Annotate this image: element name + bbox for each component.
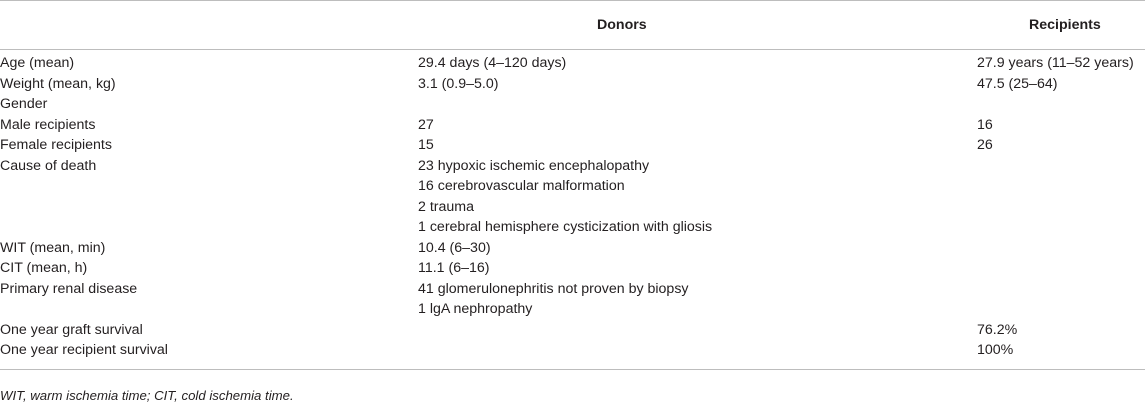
row-label: CIT (mean, h) — [0, 260, 88, 276]
header-row — [0, 1, 1145, 50]
donors-value: 2 trauma — [418, 198, 474, 215]
table-row — [0, 279, 1145, 320]
donors-cell — [418, 135, 977, 156]
row-label: Cause of death — [0, 157, 97, 174]
recipients-cell — [977, 94, 1145, 115]
table-row — [0, 74, 1145, 95]
donors-cell — [418, 320, 977, 341]
header-blank — [0, 1, 418, 50]
table-row — [0, 115, 1145, 136]
recipients-value: 76.2% — [977, 321, 1018, 338]
donors-value: 29.4 days (4–120 days) — [418, 55, 567, 71]
table-footnote: WIT, warm ischemia time; CIT, cold ischemia time. — [0, 388, 294, 403]
donors-value: 23 hypoxic ischemic encephalopathy — [418, 157, 650, 174]
recipients-cell — [977, 135, 1145, 156]
donors-cell — [418, 115, 977, 136]
donors-value: 41 glomerulonephritis not proven by biopsy — [418, 280, 689, 297]
donors-value: 15 — [418, 137, 434, 153]
table-header — [0, 1, 1145, 50]
table-row — [0, 156, 1145, 238]
donors-value: 11.1 (6–16) — [418, 260, 490, 276]
donors-cell — [418, 156, 977, 238]
recipients-cell — [977, 115, 1145, 136]
table-row — [0, 340, 1145, 369]
recipients-cell — [977, 156, 1145, 238]
table-row — [0, 320, 1145, 341]
donors-cell — [418, 50, 977, 74]
recipients-cell — [977, 74, 1145, 95]
header-recipients: Recipients — [977, 1, 1145, 50]
row-label: Gender — [0, 96, 48, 112]
recipients-cell — [977, 279, 1145, 320]
table-row — [0, 50, 1145, 74]
recipients-cell — [977, 50, 1145, 74]
header-donors: Donors — [418, 1, 977, 50]
donors-cell — [418, 74, 977, 95]
donors-cell — [418, 279, 977, 320]
row-label: Age (mean) — [0, 55, 75, 71]
row-label: One year recipient survival — [0, 340, 418, 369]
recipients-value: 16 — [977, 116, 993, 133]
recipients-cell — [977, 320, 1145, 341]
recipients-value: 47.5 (25–64) — [977, 75, 1058, 92]
donors-value: 3.1 (0.9–5.0) — [418, 75, 499, 92]
recipients-value: 26 — [977, 137, 993, 153]
donors-value: 1 lgA nephropathy — [418, 301, 533, 317]
donors-cell — [418, 94, 977, 115]
recipients-cell — [977, 340, 1145, 369]
table-body — [0, 50, 1145, 370]
donors-cell — [418, 258, 977, 279]
recipients-cell — [977, 258, 1145, 279]
row-label: One year graft survival — [0, 321, 143, 338]
table-row — [0, 238, 1145, 259]
recipients-value: 100% — [977, 342, 1014, 358]
row-label: Weight (mean, kg) — [0, 75, 116, 92]
donors-cell — [418, 238, 977, 259]
table-row — [0, 94, 1145, 115]
table-row — [0, 258, 1145, 279]
row-label: Male recipients — [0, 116, 96, 133]
donors-value: 1 cerebral hemisphere cysticization with gliosis — [418, 219, 713, 235]
recipients-cell — [977, 238, 1145, 259]
table-row — [0, 135, 1145, 156]
recipients-value: 27.9 years (11–52 years) — [977, 55, 1134, 71]
row-label: WIT (mean, min) — [0, 239, 106, 256]
donors-value: 16 cerebrovascular malformation — [418, 178, 625, 194]
donors-value: 27 — [418, 116, 434, 133]
donors-cell — [418, 340, 977, 369]
row-label: Primary renal disease — [0, 280, 138, 297]
donors-value: 10.4 (6–30) — [418, 239, 491, 256]
row-label: Female recipients — [0, 137, 112, 153]
